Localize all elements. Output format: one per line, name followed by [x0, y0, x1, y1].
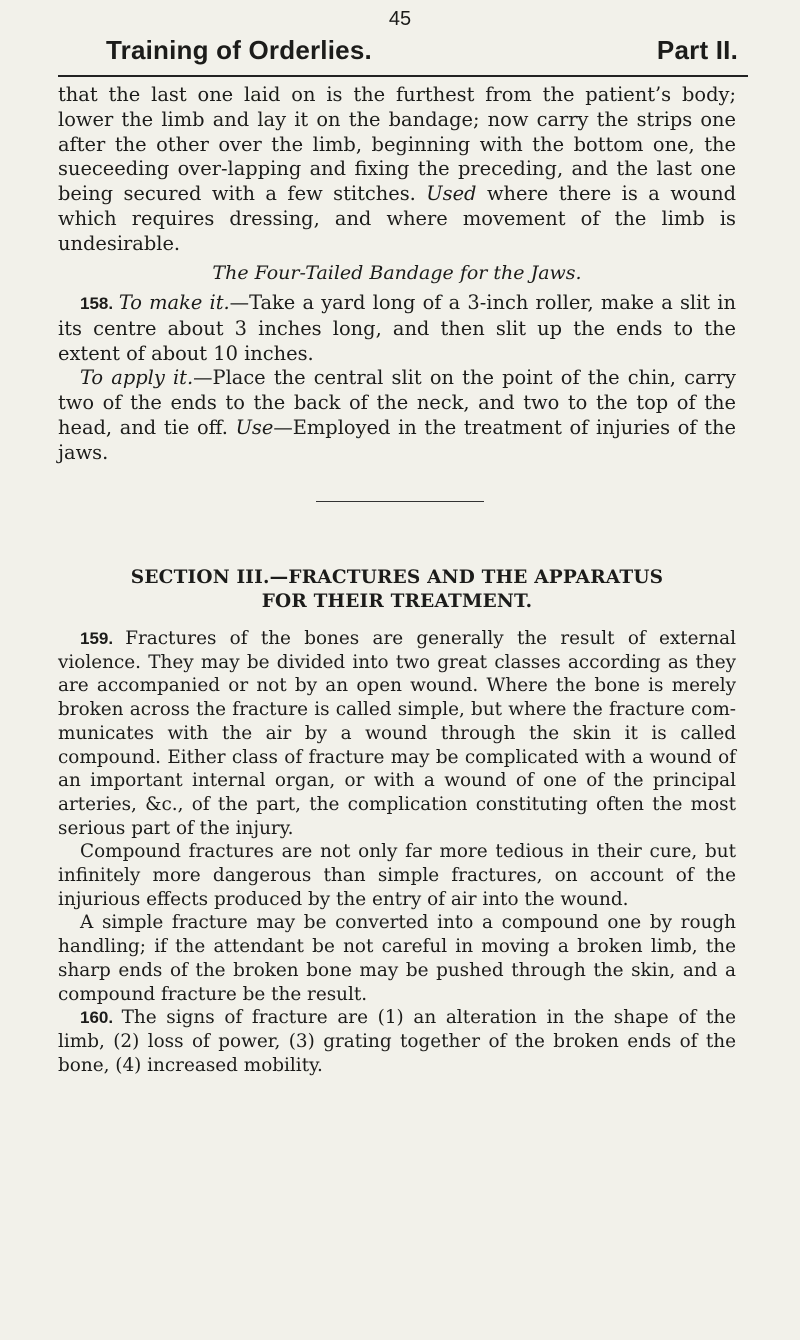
paragraph-number: 160.: [80, 1008, 122, 1028]
running-title: Training of Orderlies.: [106, 35, 372, 65]
running-part: Part II.: [656, 35, 738, 65]
header-rule: [58, 75, 748, 77]
section-divider: [316, 501, 484, 502]
paragraph-159: 159. Fractures of the bones are generally the result of external violence. They may be divided into two great classes according as they are accompanied or not by an open wound. Where the bone is merely broken across the fracture is called simple, but where the fracture com-municates with the air by a wound through the skin it is called compound. Either class of fracture may be complicated with a wound of an important internal organ, or with a wound of one of the principal arteries, &c., of the part, the complication constituting often the most serious part of the injury.: [58, 628, 736, 839]
paragraph-compound: Compound fractures are not only far more tedious in their cure, but infinitely more dangerous than simple fractures, on account of the injurious effects produced by the entry of air into the wound.: [58, 841, 736, 910]
paragraph-number: 158.: [80, 294, 119, 313]
paragraph-simple: A simple fracture may be converted into a compound one by rough handling; if the attendant be not careful in moving a broken limb, the sharp ends of the broken bone may be pushed through the skin, and a compound fracture be the result.: [58, 912, 736, 1005]
paragraph-number: 159.: [80, 629, 126, 648]
opening-paragraph: that the last one laid on is the furthest from the patient’s body; lower the limb and lay it on the bandage; now carry the strips one after the other over the limb, beginning with the bottom one, the sueceeding over-lapping and fixing the preceding, and the last one being secured with a few stitches. Used where there is a wound which requires dressing, and where movement of the limb is undesirable.: [58, 83, 736, 255]
page-number: 45: [388, 8, 412, 30]
section-body: [58, 627, 736, 1077]
section-title: SECTION III.—FRACTURES AND THE APPARATUS FOR THEIR TREATMENT.: [130, 567, 664, 612]
paragraph-158: 158. To make it.—Take a yard long of a 3-inch roller, make a slit in its centre about 3 inches long, and then slit up the ends to the extent of about 10 inches. To apply it.—Place the central slit on the point of the chin, carry two of the ends to the back of the neck, and two to the top of the head, and tie off. Use—Employed in the treatment of injuries of the jaws.: [58, 291, 737, 464]
paragraph-160: 160. The signs of fracture are (1) an alteration in the shape of the limb, (2) loss of power, (3) grating together of the broken ends of the bone, (4) increased mobility.: [58, 1007, 736, 1076]
subsection-heading: The Four-Tailed Bandage for the Jaws.: [212, 262, 582, 284]
